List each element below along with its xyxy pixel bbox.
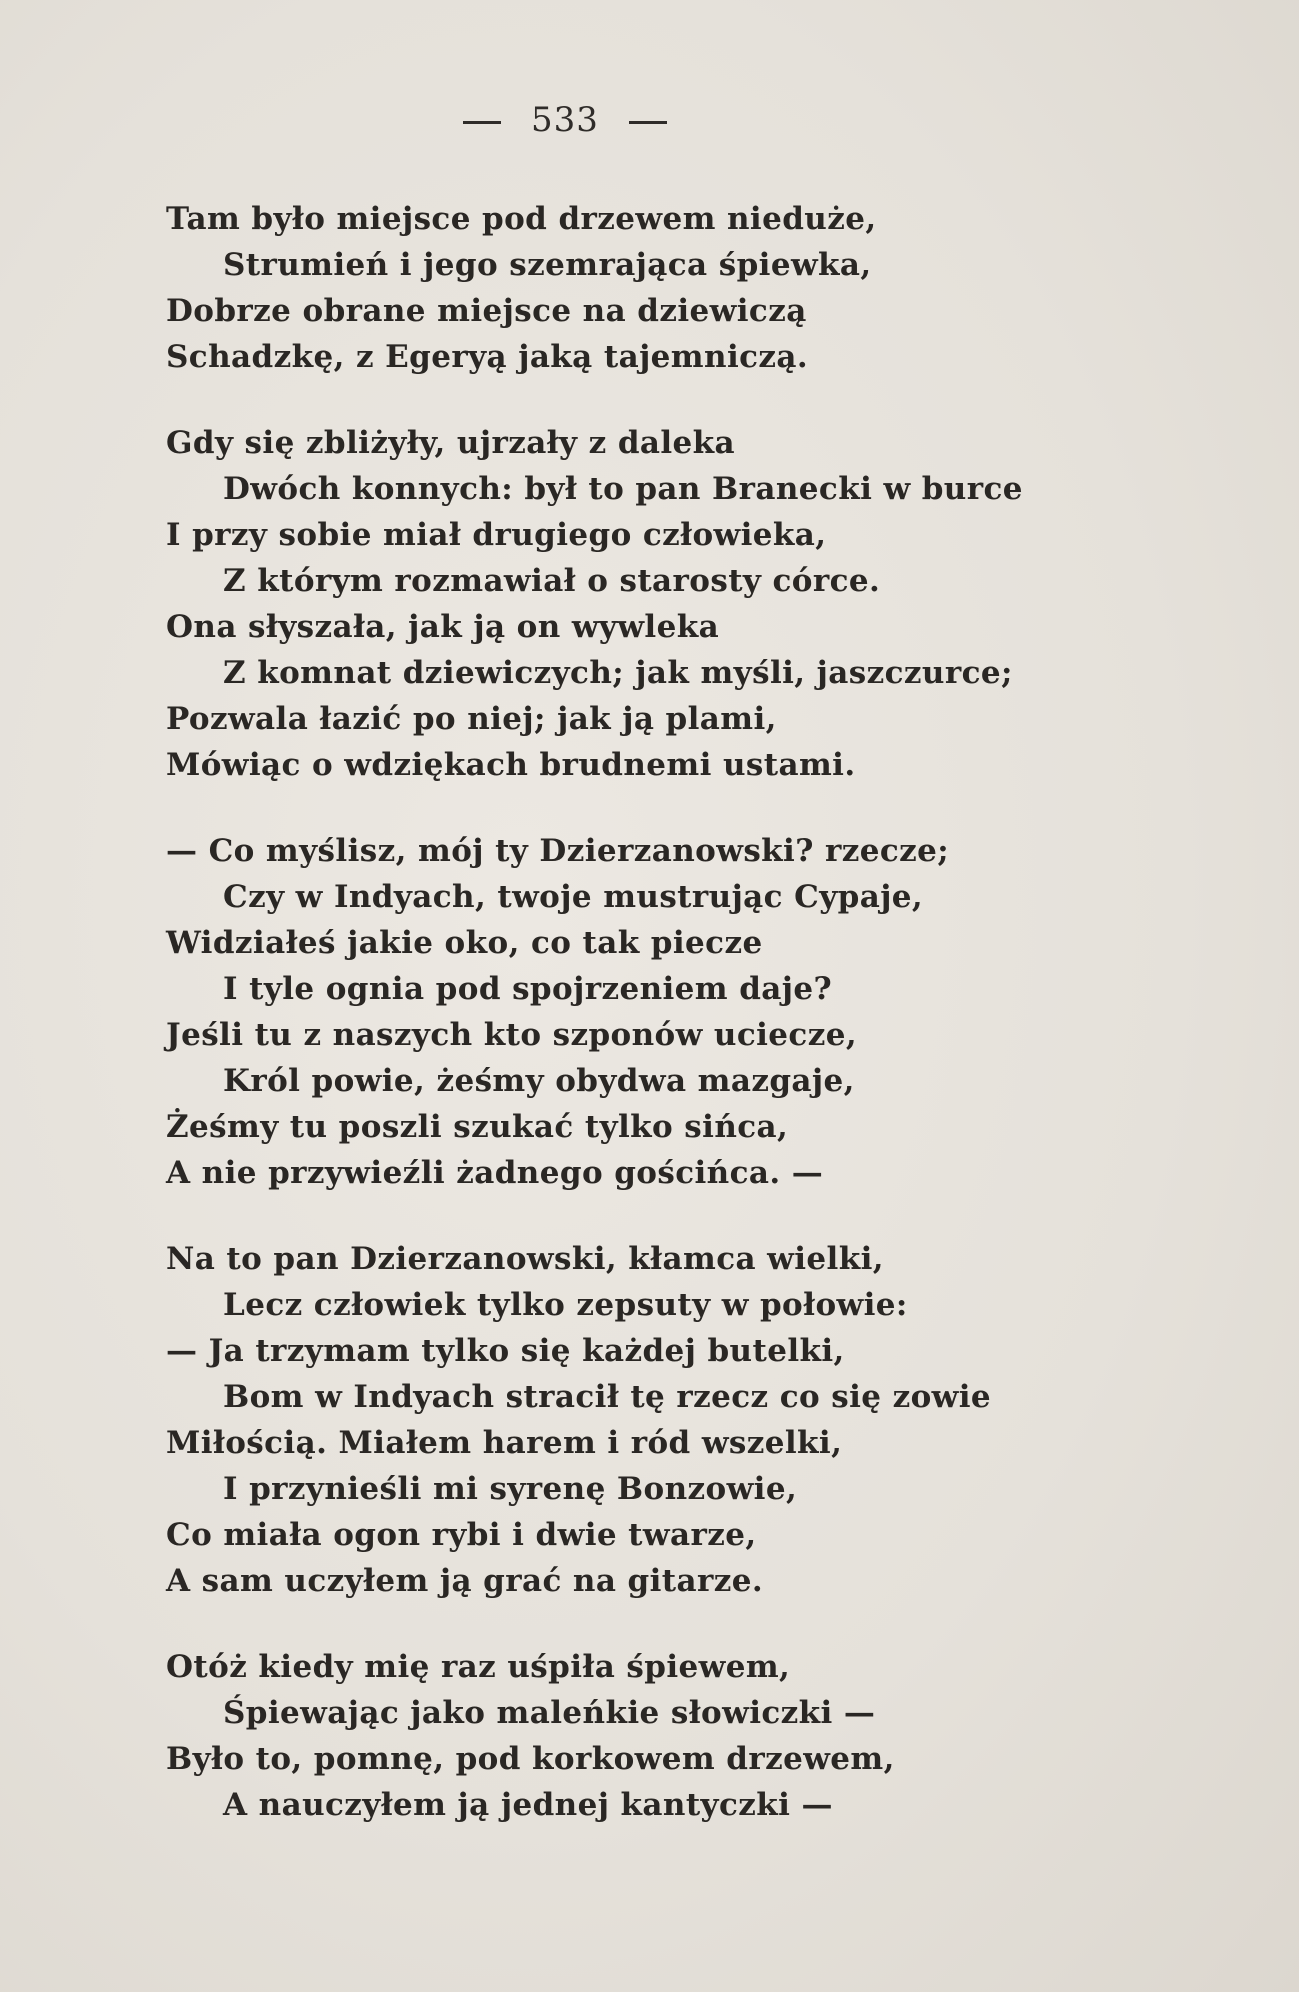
verse-line: I przy sobie miał drugiego człowieka, <box>166 517 827 553</box>
verse-line: I przynieśli mi syrenę Bonzowie, <box>223 1471 798 1507</box>
verse-line: Dobrze obrane miejsce na dziewiczą <box>166 293 807 329</box>
left-dash-ornament <box>463 121 501 124</box>
verse-line: A nie przywieźli żadnego gościńca. — <box>166 1155 824 1191</box>
verse-line: — Ja trzymam tylko się każdej butelki, <box>166 1333 845 1369</box>
verse-line: Co miała ogon rybi i dwie twarze, <box>166 1517 757 1553</box>
page-number-header <box>0 100 1130 140</box>
verse-line: Bom w Indyach stracił tę rzecz co się zowie <box>223 1379 992 1415</box>
stanza <box>166 196 1226 380</box>
verse-line: Miłością. Miałem harem i ród wszelki, <box>166 1425 843 1461</box>
verse-line: Ona słyszała, jak ją on wywleka <box>166 609 720 645</box>
verse-line: Pozwala łazić po niej; jak ją plami, <box>166 701 777 737</box>
stanza <box>166 420 1226 788</box>
verse-line: Jeśli tu z naszych kto szponów uciecze, <box>166 1017 858 1053</box>
page-number: 533 <box>531 100 599 140</box>
verse-line: Było to, pomnę, pod korkowem drzewem, <box>166 1741 895 1777</box>
verse-line: Mówiąc o wdziękach brudnemi ustami. <box>166 747 856 783</box>
verse-line: Z komnat dziewiczych; jak myśli, jaszczurce; <box>223 655 1013 691</box>
verse-line: Lecz człowiek tylko zepsuty w połowie: <box>223 1287 908 1323</box>
verse-line: Z którym rozmawiał o starosty córce. <box>223 563 881 599</box>
verse-line: Żeśmy tu poszli szukać tylko sińca, <box>166 1109 789 1145</box>
verse-line: Dwóch konnych: był to pan Branecki w burce <box>223 471 1023 507</box>
poem-body <box>166 196 1226 1868</box>
stanza <box>166 1644 1226 1828</box>
verse-line: Gdy się zbliżyły, ujrzały z daleka <box>166 425 736 461</box>
verse-line: Tam było miejsce pod drzewem nieduże, <box>166 201 877 237</box>
verse-line: Strumień i jego szemrająca śpiewka, <box>223 247 872 283</box>
verse-line: A sam uczyłem ją grać na gitarze. <box>166 1563 764 1599</box>
verse-line: I tyle ognia pod spojrzeniem daje? <box>223 971 833 1007</box>
verse-line: Widziałeś jakie oko, co tak piecze <box>166 925 763 961</box>
verse-line: Król powie, żeśmy obydwa mazgaje, <box>223 1063 855 1099</box>
stanza <box>166 1236 1226 1604</box>
verse-line: Czy w Indyach, twoje mustrując Cypaje, <box>223 879 924 915</box>
verse-line: Otóż kiedy mię raz uśpiła śpiewem, <box>166 1649 791 1685</box>
verse-line: A nauczyłem ją jednej kantyczki — <box>223 1787 833 1823</box>
verse-line: — Co myślisz, mój ty Dzierzanowski? rzecze; <box>166 833 950 869</box>
stanza <box>166 828 1226 1196</box>
verse-line: Śpiewając jako maleńkie słowiczki — <box>223 1695 876 1731</box>
verse-line: Na to pan Dzierzanowski, kłamca wielki, <box>166 1241 884 1277</box>
verse-line: Schadzkę, z Egeryą jaką tajemniczą. <box>166 339 809 375</box>
right-dash-ornament <box>629 121 667 124</box>
